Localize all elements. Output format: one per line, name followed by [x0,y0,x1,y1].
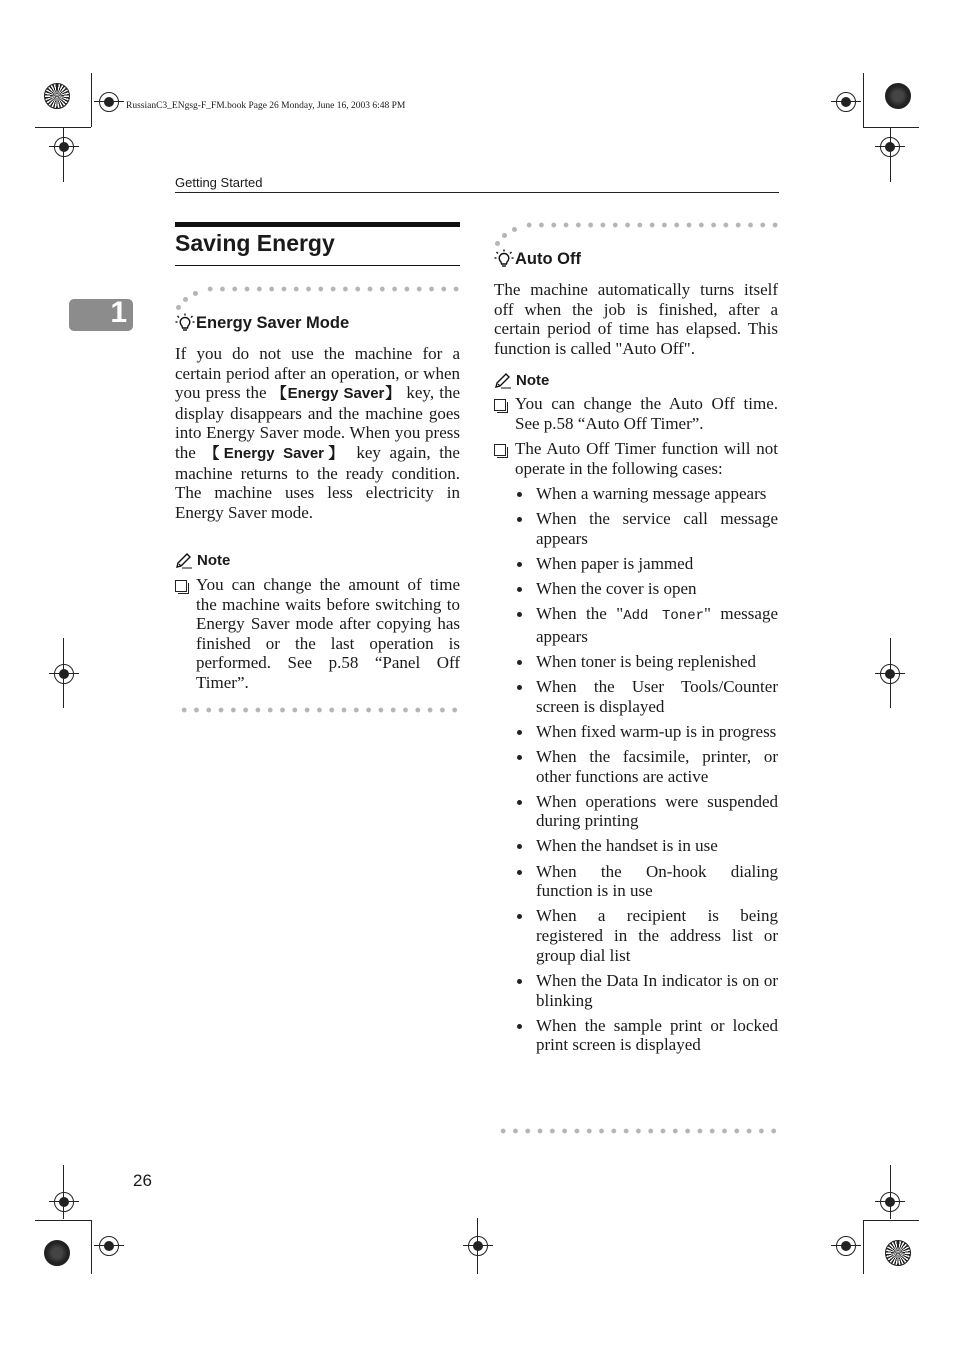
auto-off-note-item: You can change the Auto Off time. See p.58 “Auto Off Timer”. [494,394,778,433]
registration-target-icon [836,1236,856,1256]
registration-rosette-icon [44,1240,70,1266]
energy-saver-heading-text: Energy Saver Mode [196,313,350,332]
registration-target-icon [880,1192,900,1212]
registration-target-icon [54,137,74,157]
energy-saver-note-heading: Note [175,552,230,569]
registration-target-icon [99,1236,119,1256]
section-title: Saving Energy [175,230,335,256]
checkbox-bullet-icon [494,444,506,456]
list-item: When the User Tools/Counter screen is displayed [515,677,778,716]
auto-off-heading [494,249,581,269]
auto-off-note-list [494,394,778,1060]
note-pencil-icon [175,553,193,569]
auto-off-heading-text: Auto Off [515,249,581,268]
hint-top-dots [204,286,460,292]
hint-bulb-icon [494,249,514,269]
registration-rosette-icon [885,1240,911,1266]
list-item: When paper is jammed [515,554,778,574]
note-pencil-icon [494,373,512,389]
page-number: 26 [133,1171,152,1190]
list-item: When fixed warm-up is in progress [515,722,778,742]
auto-off-note-item: The Auto Off Timer function will not operate in the following cases: [494,439,778,478]
energy-saver-key-label: 【Energy Saver】 [204,444,348,462]
auto-off-case-list [515,484,778,1055]
checkbox-bullet-icon [494,399,506,411]
registration-target-icon [99,92,119,112]
section-title-rule [175,265,460,266]
add-toner-message: Add Toner [623,608,705,625]
list-item: When the Data In indicator is on or blinking [515,971,778,1010]
list-item: When the service call message appears [515,509,778,548]
registration-target-icon [880,137,900,157]
list-item: When the facsimile, printer, or other functions are active [515,747,778,786]
list-item: When the sample print or locked print screen is displayed [515,1016,778,1055]
registration-target-icon [836,92,856,112]
hint-bulb-icon [175,313,195,333]
list-item: When the cover is open [515,579,778,599]
registration-target-icon [54,664,74,684]
chapter-number: 1 [110,296,127,329]
list-item: When the "Add Toner" message appears [515,604,778,646]
hint-bottom-dots [178,707,458,713]
registration-rosette-icon [885,83,911,109]
running-head: Getting Started [175,175,263,190]
hint-top-dots [523,222,779,228]
list-item: When the handset is in use [515,836,778,856]
list-item: When a warning message appears [515,484,778,504]
checkbox-bullet-icon [175,580,187,592]
registration-target-icon [54,1192,74,1212]
energy-saver-key-label: 【Energy Saver】 [271,385,402,403]
energy-saver-note-item: You can change the amount of time the machine waits before switching to Energy Saver mode after copying has finished or the last operation is performed. See p.58 “Panel Off Timer”. [175,575,460,692]
list-item: When the On-hook dialing function is in use [515,862,778,901]
list-item: When toner is being replenished [515,652,778,672]
hint-bottom-dots [497,1128,778,1134]
list-item: When a recipient is being registered in the address list or group dial list [515,906,778,965]
section-title-bar [175,222,460,227]
book-info-line: RussianC3_ENgsg-F_FM.book Page 26 Monday, June 16, 2003 6:48 PM [126,101,406,111]
energy-saver-heading [175,313,349,333]
energy-saver-paragraph: If you do not use the machine for a certain period after an operation, or when you press the 【Energy Saver】 key, the display disappears and the machine goes into Energy Saver mode. When you press the 【Energy Saver】 key again, the machine returns to the ready condition. The machine uses less electricity in Energy Saver mode. [175,344,460,522]
header-rule [175,192,779,193]
auto-off-paragraph: The machine automatically turns itself off when the job is finished, after a certain period of time has elapsed. This function is called "Auto Off". [494,280,778,358]
auto-off-note-heading: Note [494,372,549,389]
chapter-tab [69,296,133,331]
registration-target-icon [468,1236,488,1256]
list-item: When operations were suspended during printing [515,792,778,831]
registration-rosette-icon [44,83,70,109]
